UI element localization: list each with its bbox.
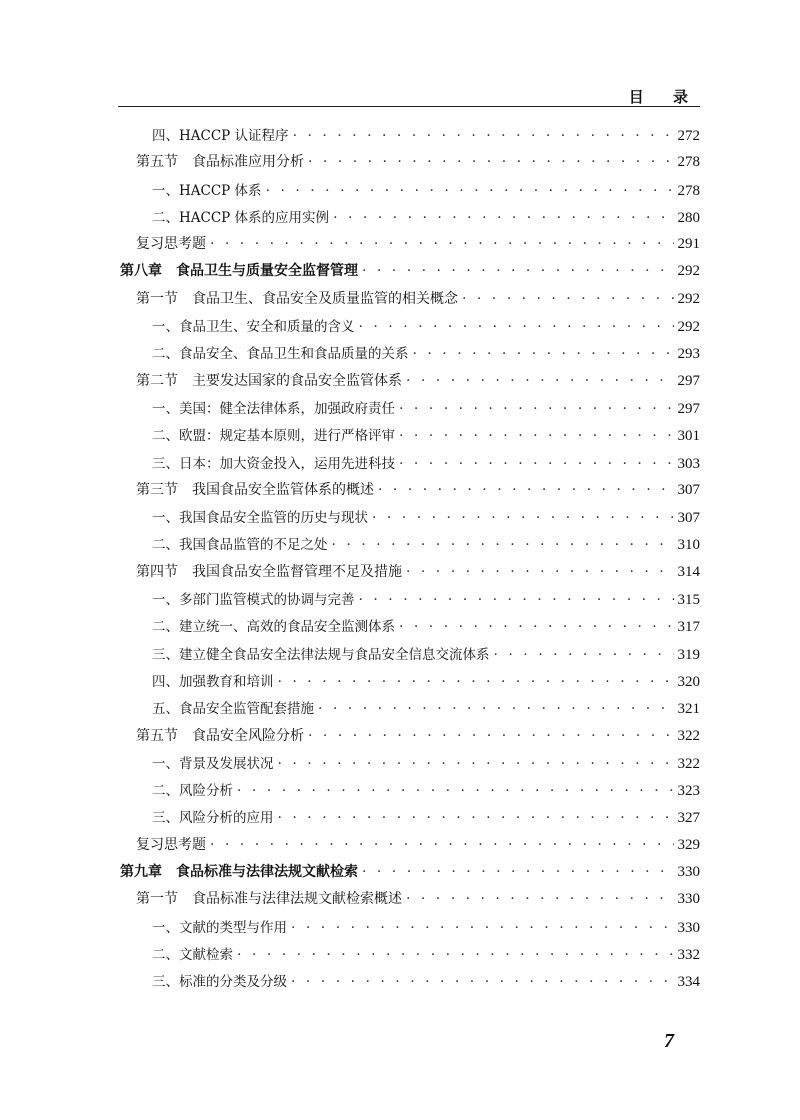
dot-leader	[291, 920, 674, 936]
toc-entry-page: 307	[677, 510, 700, 527]
toc-entry-section[interactable]	[120, 479, 700, 506]
toc-entry-page: 330	[677, 919, 700, 936]
toc-entry-item[interactable]	[120, 506, 700, 533]
dot-leader	[406, 564, 674, 580]
toc-entry-title: 一、背景及发展状况	[152, 755, 274, 772]
toc-entry-title: 三、日本：加大资金投入，运用先进科技	[152, 455, 395, 472]
toc-entry-page: 292	[677, 290, 700, 307]
toc-entry-chapter[interactable]	[120, 260, 700, 287]
toc-entry-item[interactable]	[120, 752, 700, 779]
dot-leader	[399, 428, 674, 444]
dot-leader	[308, 728, 674, 744]
dot-leader	[399, 401, 674, 417]
toc-entry-title: 复习思考题	[136, 836, 206, 853]
toc-entry-section[interactable]	[120, 561, 700, 588]
toc-entry-title: 三、风险分析的应用	[152, 810, 274, 827]
toc-entry-item[interactable]	[120, 315, 700, 342]
toc-entry-page: 317	[677, 619, 700, 636]
table-of-contents	[120, 124, 700, 998]
dot-leader	[237, 947, 674, 963]
dot-leader	[494, 647, 674, 663]
toc-entry-item[interactable]	[120, 533, 700, 560]
toc-entry-title: 第八章 食品卫生与质量安全监督管理	[120, 263, 358, 280]
toc-entry-title: 一、HACCP 体系	[152, 182, 262, 199]
toc-entry-page: 315	[677, 592, 700, 609]
toc-entry-page: 332	[677, 946, 700, 963]
toc-entry-section[interactable]	[120, 288, 700, 315]
toc-entry-page: 320	[677, 673, 700, 690]
toc-entry-title: 二、文献检索	[152, 946, 233, 963]
toc-entry-title: 二、我国食品监管的不足之处	[152, 537, 328, 554]
toc-entry-title: 第一节 食品标准与法律法规文献检索概述	[136, 891, 402, 908]
dot-leader	[278, 756, 674, 772]
dot-leader	[406, 891, 674, 907]
toc-entry-page: 280	[677, 209, 700, 226]
toc-entry-page: 329	[677, 836, 700, 853]
toc-entry-page: 323	[677, 783, 700, 800]
dot-leader	[293, 128, 674, 144]
toc-entry-title: 二、HACCP 体系的应用实例	[152, 209, 330, 226]
toc-entry-page: 297	[677, 372, 700, 389]
toc-entry-title: 四、加强教育和培训	[152, 673, 274, 690]
toc-entry-page: 334	[677, 974, 700, 991]
toc-entry-page: 322	[677, 727, 700, 744]
toc-entry-item[interactable]	[120, 342, 700, 369]
toc-entry-title: 三、标准的分类及分级	[152, 974, 287, 991]
toc-entry-page: 297	[677, 400, 700, 417]
toc-entry-title: 三、建立健全食品安全法律法规与食品安全信息交流体系	[152, 646, 490, 663]
toc-entry-page: 330	[677, 864, 700, 881]
toc-entry-title: 第九章 食品标准与法律法规文献检索	[120, 864, 358, 881]
toc-entry-chapter[interactable]	[120, 861, 700, 888]
toc-entry-page: 291	[677, 236, 700, 253]
dot-leader	[406, 373, 674, 389]
toc-entry-page: 293	[677, 346, 700, 363]
dot-leader	[210, 837, 674, 853]
toc-entry-title: 第四节 我国食品安全监督管理不足及措施	[136, 563, 402, 580]
toc-entry-page: 301	[677, 428, 700, 445]
dot-leader	[278, 810, 674, 826]
toc-entry-page: 303	[677, 455, 700, 472]
toc-entry-title: 一、我国食品安全监管的历史与现状	[152, 510, 368, 527]
dot-leader	[291, 974, 674, 990]
toc-entry-title: 第五节 食品安全风险分析	[136, 727, 304, 744]
toc-entry-item[interactable]	[120, 615, 700, 642]
dot-leader	[308, 154, 674, 170]
dot-leader	[318, 701, 674, 717]
dot-leader	[359, 592, 674, 608]
dot-leader	[399, 619, 674, 635]
toc-entry-title: 二、建立统一、高效的食品安全监测体系	[152, 619, 395, 636]
toc-entry-title: 第三节 我国食品安全监管体系的概述	[136, 481, 374, 498]
dot-leader	[278, 674, 674, 690]
dot-leader	[378, 482, 674, 498]
toc-entry-title: 第一节 食品卫生、食品安全及质量监管的相关概念	[136, 290, 458, 307]
dot-leader	[333, 210, 673, 226]
dot-leader	[413, 346, 674, 362]
toc-entry-title: 一、文献的类型与作用	[152, 919, 287, 936]
dot-leader	[399, 456, 674, 472]
dot-leader	[372, 510, 674, 526]
toc-entry-item[interactable]	[120, 779, 700, 806]
toc-entry-section[interactable]	[120, 725, 700, 752]
toc-entry-item[interactable]	[120, 206, 700, 233]
toc-entry-item[interactable]	[120, 179, 700, 206]
toc-entry-review[interactable]	[120, 233, 700, 260]
toc-entry-item[interactable]	[120, 452, 700, 479]
dot-leader	[362, 263, 674, 279]
toc-entry-item[interactable]	[120, 670, 700, 697]
toc-entry-page: 319	[677, 646, 700, 663]
toc-entry-page: 272	[677, 128, 700, 144]
toc-entry-item[interactable]	[120, 424, 700, 451]
toc-entry-item[interactable]	[120, 124, 700, 151]
toc-entry-page: 278	[677, 154, 700, 171]
dot-leader	[462, 291, 674, 307]
toc-entry-page: 321	[677, 701, 700, 718]
toc-entry-title: 一、多部门监管模式的协调与完善	[152, 592, 355, 609]
dot-leader	[210, 236, 674, 252]
toc-entry-title: 四、HACCP 认证程序	[152, 128, 289, 144]
toc-entry-item[interactable]	[120, 806, 700, 833]
toc-entry-item[interactable]	[120, 970, 700, 997]
toc-entry-title: 五、食品安全监管配套措施	[152, 701, 314, 718]
toc-entry-page: 314	[677, 563, 700, 580]
toc-entry-item[interactable]	[120, 588, 700, 615]
toc-entry-section[interactable]	[120, 370, 700, 397]
toc-entry-item[interactable]	[120, 643, 700, 670]
toc-entry-page: 310	[677, 537, 700, 554]
toc-entry-page: 330	[677, 891, 700, 908]
toc-entry-review[interactable]	[120, 834, 700, 861]
toc-entry-title: 第二节 主要发达国家的食品安全监管体系	[136, 372, 402, 389]
toc-entry-page: 278	[677, 182, 700, 199]
toc-entry-item[interactable]	[120, 697, 700, 724]
toc-entry-section[interactable]	[120, 888, 700, 915]
toc-entry-title: 二、风险分析	[152, 783, 233, 800]
page-number: 7	[664, 1030, 674, 1052]
dot-leader	[332, 537, 674, 553]
running-header: 目 录	[628, 88, 700, 106]
dot-leader	[362, 864, 674, 880]
toc-entry-item[interactable]	[120, 916, 700, 943]
toc-entry-item[interactable]	[120, 943, 700, 970]
dot-leader	[359, 319, 674, 335]
toc-entry-page: 322	[677, 755, 700, 772]
toc-entry-title: 一、美国：健全法律体系，加强政府责任	[152, 400, 395, 417]
header-rule	[118, 106, 700, 107]
dot-leader	[237, 783, 674, 799]
dot-leader	[266, 183, 674, 199]
toc-entry-title: 二、欧盟：规定基本原则，进行严格评审	[152, 428, 395, 445]
toc-entry-section[interactable]	[120, 151, 700, 178]
toc-entry-item[interactable]	[120, 397, 700, 424]
toc-entry-page: 307	[677, 481, 700, 498]
toc-entry-title: 第五节 食品标准应用分析	[136, 154, 304, 171]
toc-entry-title: 复习思考题	[136, 236, 206, 253]
toc-entry-page: 292	[677, 319, 700, 336]
toc-entry-title: 二、食品安全、食品卫生和食品质量的关系	[152, 346, 409, 363]
toc-entry-page: 327	[677, 810, 700, 827]
toc-entry-page: 292	[677, 263, 700, 280]
toc-entry-title: 一、食品卫生、安全和质量的含义	[152, 319, 355, 336]
